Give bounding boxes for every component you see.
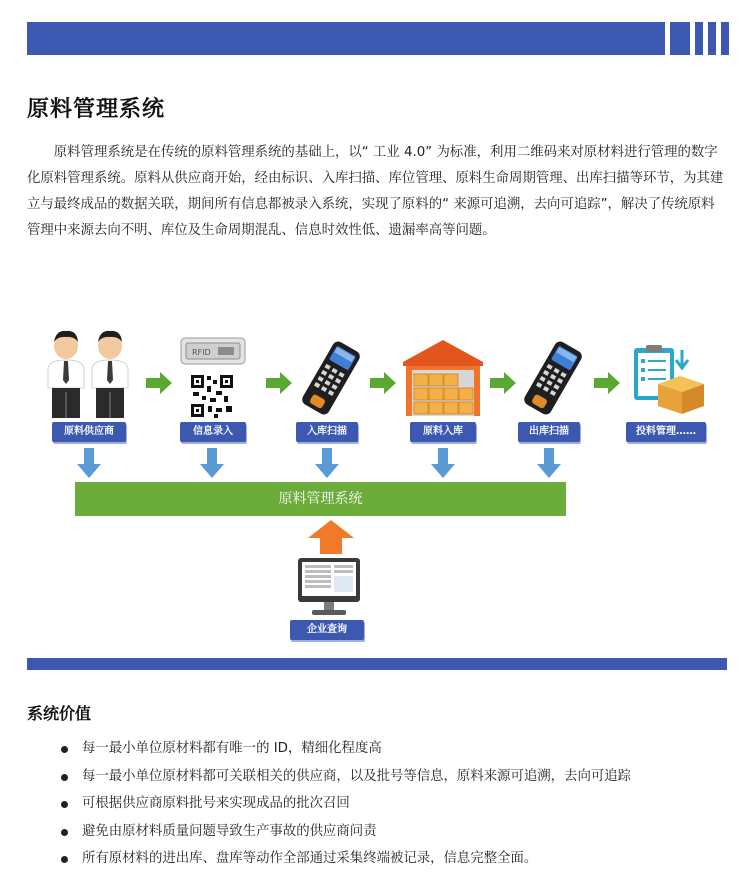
rfid-tag-text: RFID — [192, 348, 211, 357]
list-item: 避免由原材料质量问题导致生产事故的供应商问责 — [57, 818, 747, 846]
list-item: 所有原材料的进出库、盘库等动作全部通过采集终端被记录，信息完整全面。 — [57, 845, 747, 873]
stage-label-outbound-scan: 出库扫描 — [518, 422, 580, 442]
intro-paragraph: 原料管理系统是在传统的原料管理系统的基础上，以“ 工业 4.0” 为标准，利用二维码来对原材料进行管理的数字化原料管理系统。原料从供应商开始，经由标识、入库扫描、库位管理、原料生命周期管理、出库扫描等环节，为其建立与最终成品的数据关联，期间所有信息都被录入系统，实现了原料的“ 来源可追溯，去向可追踪”，解决了传统原料管理中来源去向不明、库位及生命周期混乱、信息时效性低、遗漏率高等问题。 — [27, 145, 724, 238]
stage-label-inbound-scan: 入库扫描 — [296, 422, 358, 442]
header-stripes-decoration — [670, 22, 730, 55]
list-item: 可根据供应商原料批号来实现成品的批次召回 — [57, 790, 747, 818]
handheld-scanner-icon — [300, 340, 362, 416]
list-item: 每一最小单位原材料都可关联相关的供应商，以及批号等信息，原料来源可追溯，去向可追踪 — [57, 763, 747, 791]
stage-label-enterprise-query: 企业查询 — [290, 620, 364, 640]
material-system-bar: 原料管理系统 — [75, 482, 566, 516]
stage-label-feeding-management: 投料管理…… — [626, 422, 706, 442]
arrow-right-icon — [594, 372, 620, 394]
arrow-down-icon — [315, 448, 339, 478]
stage-label-warehouse-in: 原料入库 — [410, 422, 476, 442]
supplier-people-icon — [44, 328, 130, 420]
system-value-list — [57, 735, 747, 873]
computer-monitor-icon — [296, 556, 362, 618]
arrow-right-icon — [370, 372, 396, 394]
header-banner-bar — [27, 22, 665, 55]
arrow-down-icon — [200, 448, 224, 478]
arrow-down-icon — [77, 448, 101, 478]
section-divider-bar — [27, 658, 727, 670]
clipboard-box-icon — [630, 344, 706, 416]
arrow-down-icon — [537, 448, 561, 478]
handheld-scanner-icon — [522, 340, 584, 416]
rfid-qr-code-icon — [180, 336, 246, 422]
page-title: 原料管理系统 — [27, 97, 166, 122]
arrow-up-icon — [308, 520, 354, 554]
arrow-right-icon — [146, 372, 172, 394]
system-value-title: 系统价值 — [27, 704, 92, 723]
stage-label-supplier: 原料供应商 — [52, 422, 126, 442]
warehouse-icon — [402, 338, 484, 418]
arrow-right-icon — [266, 372, 292, 394]
stage-label-info-entry: 信息录入 — [180, 422, 246, 442]
arrow-down-icon — [431, 448, 455, 478]
list-item: 每一最小单位原材料都有唯一的 ID，精细化程度高 — [57, 735, 747, 763]
arrow-right-icon — [490, 372, 516, 394]
